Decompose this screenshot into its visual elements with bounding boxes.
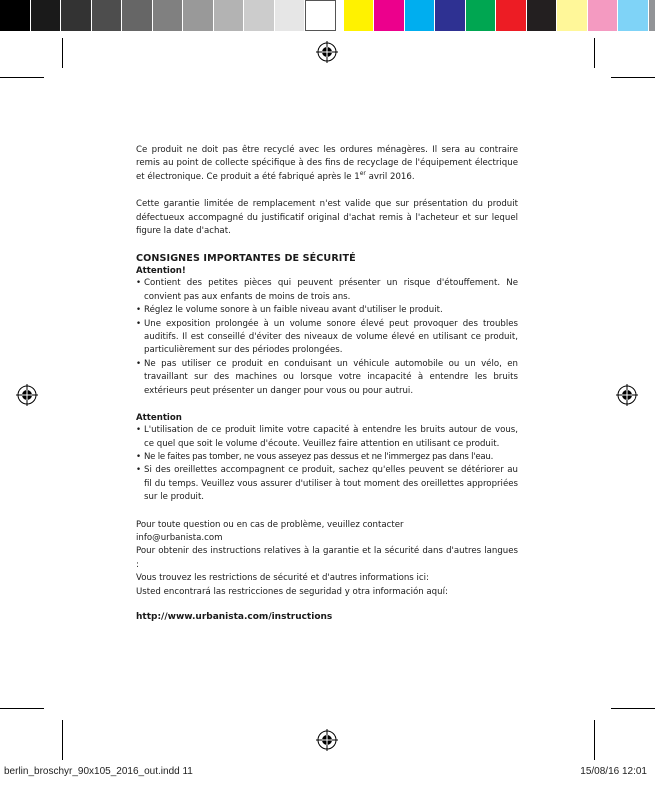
gray-swatch [275,0,306,31]
contact-line: Usted encontrará las restricciones de seguridad y otra información aquí: [136,586,448,597]
list-item: • Contient des petites pièces qui peuvent présenter un risque d'étouffement. Ne convient pas aux enfants de moins de trois ans. [136,277,518,304]
slug-filename: berlin_broschyr_90x105_2016_out.indd 11 [4,766,193,777]
color-swatch [435,0,466,31]
crop-mark [0,708,44,709]
warranty-paragraph: Cette garantie limitée de remplacement n'est valide que sur présentation du produit défectueux accompagné du justificatif original d'achat remis à l'acheteur et sur lequel figure la date d'achat. [136,199,518,237]
crop-mark [62,38,63,68]
color-swatch [557,0,588,31]
contact-email[interactable]: info@urbanista.com [136,532,223,543]
gray-swatch [183,0,214,31]
recycling-paragraph: Ce produit ne doit pas être recyclé avec les ordures ménagères. Il sera au contraire remis au point de collecte spécifique à des fins de recyclage de l'équipement électrique et électronique. Ce produit a été fabriqué après le 1er avril 2016. [136,145,518,182]
registration-mark-icon [316,41,338,63]
crop-mark [611,77,655,78]
contact-line: Pour obtenir des instructions relatives à la garantie et la sécurité dans d'autres langues : [136,546,518,570]
list-item: • Ne le faites pas tomber, ne vous asseyez pas dessus et ne l'immergez pas dans l'eau. [136,451,518,464]
registration-mark-icon [16,384,38,406]
registration-mark-icon [316,729,338,751]
attention-title: Attention! [136,266,186,277]
crop-mark [62,720,63,760]
crop-mark [611,708,655,709]
page-content [136,144,518,624]
gray-swatch [31,0,62,31]
color-swatch [618,0,649,31]
gray-swatch [153,0,184,31]
color-swatch [588,0,619,31]
list-item: • Réglez le volume sonore à un faible niveau avant d'utiliser le produit. [136,304,518,317]
crop-mark [594,38,595,68]
gray-swatch [61,0,92,31]
instructions-link[interactable]: http://www.urbanista.com/instructions [136,611,333,622]
crop-mark [0,77,44,78]
list-item: • L'utilisation de ce produit limite votre capacité à entendre les bruits autour de vous, ce quel que soit le volume d'écoute. Veuillez faire attention en utilisant ce produit. [136,424,518,451]
color-swatch [405,0,436,31]
print-color-bar [0,0,655,31]
color-swatch [649,0,655,31]
list-item: • Si des oreillettes accompagnent ce produit, sachez qu'elles peuvent se détériorer au fil du temps. Veuillez vous assurer d'utiliser à tout moment des oreillettes appropriées sur le produit. [136,464,518,504]
contact-line: Vous trouvez les restrictions de sécurité et d'autres informations ici: [136,573,429,584]
contact-line: Pour toute question ou en cas de problème, veuillez contacter [136,519,404,530]
gray-swatch [92,0,123,31]
list-item: • Une exposition prolongée à un volume sonore élevé peut provoquer des troubles auditifs. Il est conseillé d'éviter des niveaux de volume élevé en utilisant ce produit, particulièrement sur des périodes prolongées. [136,318,518,358]
crop-mark [594,720,595,760]
attention-list [136,277,518,398]
safety-heading: CONSIGNES IMPORTANTES DE SÉCURITÉ [136,253,356,265]
color-swatch [496,0,527,31]
registration-mark-icon [616,384,638,406]
attention-title: Attention [136,413,182,424]
color-swatch [466,0,497,31]
gray-swatch [305,0,336,31]
gray-swatch [0,0,31,31]
gray-swatch [214,0,245,31]
gray-swatch [244,0,275,31]
attention-list [136,424,518,504]
color-swatch [344,0,375,31]
slug-date: 15/08/16 12:01 [580,766,647,777]
list-item: • Ne pas utiliser ce produit en conduisant un véhicule automobile ou un vélo, en travaillant sur des machines ou lorsque votre incapacité à entendre les bruits extérieurs peut présenter un danger pour vous ou pour autrui. [136,358,518,398]
color-swatch [527,0,558,31]
color-swatch [374,0,405,31]
gray-swatch [122,0,153,31]
